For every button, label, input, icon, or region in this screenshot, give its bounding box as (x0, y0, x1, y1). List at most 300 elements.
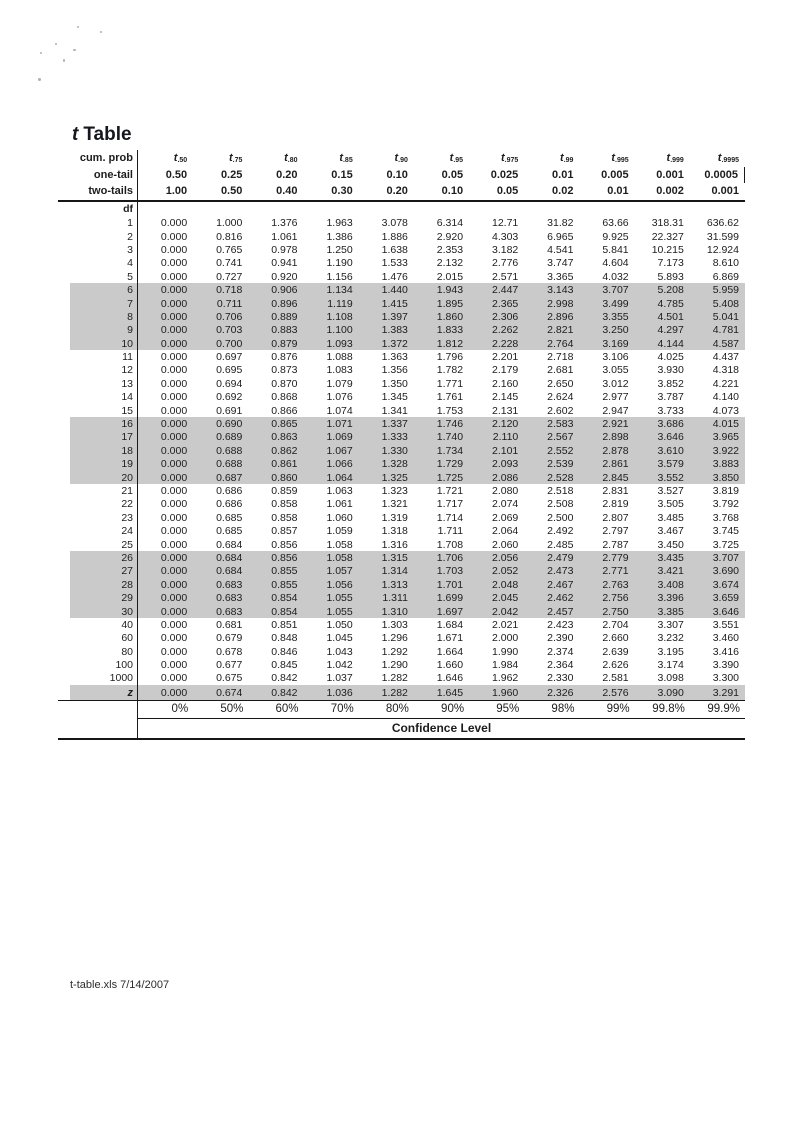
df-cell: 1000 (70, 672, 138, 685)
t-value-cell: 2.845 (602, 471, 629, 484)
t-value-cell: 2.015 (436, 270, 464, 283)
row-values (138, 377, 745, 390)
t-value-cell: 0.684 (216, 538, 243, 551)
t-value-cell: 0.694 (216, 377, 243, 390)
table-row (70, 551, 745, 564)
t-value-cell: 1.740 (436, 431, 464, 444)
t-value-cell: 1.440 (381, 284, 408, 297)
confidence-percent-cell: 50% (220, 703, 244, 716)
cum-prob-label: cum. prob (70, 150, 138, 167)
t-value-cell: 1.833 (436, 324, 464, 337)
t-value-cell: 3.725 (712, 538, 739, 551)
df-cell: 24 (70, 524, 138, 537)
t-value-cell: 5.841 (602, 243, 629, 256)
t-value-cell: 3.300 (712, 672, 739, 685)
t-value-cell: 1.330 (381, 444, 408, 457)
t-value-cell: 0.000 (160, 618, 188, 631)
row-values (138, 270, 745, 283)
t-value-cell: 3.930 (657, 364, 684, 377)
t-value-cell: 0.000 (160, 230, 188, 243)
z-value-cell: 1.036 (326, 686, 353, 699)
t-value-cell: 1.337 (381, 418, 408, 431)
t-value-cell: 1.699 (436, 592, 464, 605)
t-distribution-table (70, 150, 745, 740)
t-value-cell: 0.870 (271, 377, 298, 390)
df-cell: 2 (70, 230, 138, 243)
t-value-cell: 0.855 (271, 578, 298, 591)
two-tails-row (70, 183, 745, 200)
row-values (138, 391, 745, 404)
t-value-cell: 2.756 (602, 592, 629, 605)
t-value-cell: 2.093 (491, 458, 519, 471)
row-values (138, 257, 745, 270)
z-value-cell: 2.576 (602, 686, 629, 699)
t-value-cell: 2.064 (491, 525, 519, 538)
df-cell: 19 (70, 458, 138, 471)
z-value-cell: 3.090 (657, 686, 684, 699)
t-value-cell: 1.190 (326, 257, 353, 270)
t-value-cell: 3.250 (602, 324, 629, 337)
t-value-cell: 1.119 (327, 297, 353, 310)
t-value-cell: 1.706 (436, 551, 464, 564)
t-value-cell: 1.061 (271, 230, 298, 243)
one-tail-value: 0.25 (220, 168, 243, 181)
t-column-header: t $_{.9995}$ (717, 152, 739, 165)
footer-text: t-table.xls 7/14/2007 (70, 979, 170, 991)
t-value-cell: 0.675 (216, 672, 243, 685)
confidence-percent-cell: 90% (441, 703, 465, 716)
t-value-cell: 1.714 (436, 511, 464, 524)
table-row (70, 431, 745, 444)
t-value-cell: 0.700 (216, 337, 243, 350)
t-value-cell: 1.314 (381, 565, 408, 578)
t-value-cell: 2.660 (602, 632, 629, 645)
table-row (70, 645, 745, 658)
t-value-cell: 1.771 (436, 377, 464, 390)
df-cell: 100 (70, 658, 138, 671)
t-value-cell: 3.965 (712, 431, 739, 444)
t-value-cell: 2.042 (491, 605, 519, 618)
one-tail-label: one-tail (70, 167, 138, 184)
table-row (70, 605, 745, 618)
df-cell: 40 (70, 618, 138, 631)
z-value-cell: 1.960 (491, 686, 519, 699)
t-value-cell: 3.169 (602, 337, 629, 350)
t-value-cell: 0.685 (216, 525, 243, 538)
t-value-cell: 3.551 (712, 618, 739, 631)
t-value-cell: 0.741 (216, 257, 243, 270)
t-value-cell: 1.761 (436, 391, 464, 404)
t-value-cell: 0.876 (271, 351, 298, 364)
df-row-spacer (138, 202, 745, 217)
t-value-cell: 0.000 (160, 605, 188, 618)
t-value-cell: 6.965 (547, 230, 574, 243)
t-value-cell: 3.610 (657, 444, 684, 457)
t-value-cell: 1.108 (326, 310, 353, 323)
t-value-cell: 0.727 (216, 270, 243, 283)
t-value-cell: 1.074 (326, 404, 353, 417)
df-cell: 26 (70, 551, 138, 564)
t-value-cell: 3.467 (657, 525, 684, 538)
t-value-cell: 1.895 (436, 297, 464, 310)
t-value-cell: 0.718 (216, 284, 243, 297)
t-value-cell: 63.66 (602, 217, 629, 230)
t-value-cell: 0.000 (160, 217, 188, 230)
t-value-cell: 1.356 (381, 364, 408, 377)
row-values (138, 672, 745, 685)
t-value-cell: 2.528 (547, 471, 574, 484)
confidence-percent-cell: 95% (496, 703, 520, 716)
percent-row (70, 701, 745, 719)
t-value-cell: 1.660 (436, 659, 464, 672)
t-value-cell: 1.058 (326, 551, 353, 564)
two-tails-value: 0.30 (331, 185, 353, 198)
t-value-cell: 2.069 (491, 511, 519, 524)
t-value-cell: 0.000 (160, 525, 188, 538)
row-values (138, 350, 745, 363)
table-row (70, 484, 745, 497)
row-values (138, 498, 745, 511)
t-value-cell: 1.319 (381, 511, 408, 524)
t-value-cell: 4.587 (712, 337, 739, 350)
t-value-cell: 0.868 (271, 391, 298, 404)
confidence-percent-cell: 98% (551, 703, 575, 716)
t-value-cell: 2.518 (547, 485, 574, 497)
t-value-cell: 2.457 (547, 605, 574, 618)
confidence-percent-cell: 99.9% (707, 703, 740, 716)
t-column-headers (138, 150, 745, 167)
t-value-cell: 2.145 (491, 391, 519, 404)
table-body (70, 217, 745, 686)
t-value-cell: 3.733 (657, 404, 684, 417)
one-tail-row (70, 167, 745, 184)
confidence-percent-cell: 80% (385, 703, 409, 716)
table-row (70, 310, 745, 323)
t-value-cell: 3.686 (657, 418, 684, 431)
z-value-cell: 0.842 (271, 686, 298, 699)
t-value-cell: 2.447 (491, 284, 519, 297)
df-cell: 11 (70, 350, 138, 363)
table-row (70, 511, 745, 524)
t-value-cell: 3.579 (657, 458, 684, 471)
two-tails-value: 1.00 (165, 185, 188, 198)
t-value-cell: 2.080 (491, 485, 519, 497)
t-value-cell: 5.893 (657, 270, 684, 283)
t-value-cell: 1.310 (381, 605, 408, 618)
row-values (138, 551, 745, 564)
t-value-cell: 2.306 (491, 310, 519, 323)
t-value-cell: 2.921 (602, 418, 629, 431)
t-value-cell: 2.021 (491, 618, 519, 631)
two-tails-value: 0.01 (607, 185, 629, 198)
t-value-cell: 1.701 (436, 578, 464, 591)
t-value-cell: 1.083 (326, 364, 353, 377)
one-tail-value: 0.025 (490, 168, 519, 181)
t-value-cell: 1.684 (436, 618, 464, 631)
t-value-cell: 0.000 (160, 310, 188, 323)
t-value-cell: 1.071 (326, 418, 353, 431)
t-value-cell: 0.906 (271, 284, 298, 297)
t-value-cell: 3.396 (657, 592, 684, 605)
t-value-cell: 0.000 (160, 458, 188, 471)
t-value-cell: 0.000 (160, 243, 188, 256)
t-value-cell: 2.581 (602, 672, 629, 685)
table-row (70, 565, 745, 578)
t-column-header: t $_{.85}$ (339, 152, 353, 165)
one-tail-values (138, 167, 745, 184)
t-value-cell: 1.341 (381, 404, 408, 417)
t-value-cell: 0.920 (271, 270, 298, 283)
z-value-cell: 1.282 (381, 686, 408, 699)
t-value-cell: 4.781 (712, 324, 739, 337)
t-value-cell: 1.321 (381, 498, 408, 511)
t-value-cell: 2.048 (491, 578, 519, 591)
table-row (70, 230, 745, 243)
t-value-cell: 3.307 (657, 618, 684, 631)
t-value-cell: 2.228 (491, 337, 519, 350)
confidence-row (70, 719, 745, 738)
row-values (138, 297, 745, 310)
t-value-cell: 2.861 (602, 458, 629, 471)
df-cell: 20 (70, 471, 138, 484)
two-tails-values (138, 183, 745, 200)
t-value-cell: 2.639 (602, 645, 629, 658)
z-value-cell: 1.645 (436, 686, 464, 699)
t-value-cell: 0.695 (216, 364, 243, 377)
t-value-cell: 2.201 (491, 351, 519, 364)
confidence-percent-cell: 0% (171, 703, 189, 716)
t-value-cell: 2.821 (547, 324, 574, 337)
table-row (70, 618, 745, 631)
t-value-cell: 4.785 (657, 297, 684, 310)
t-value-cell: 1.664 (436, 645, 464, 658)
t-value-cell: 1.363 (381, 351, 408, 364)
t-value-cell: 3.416 (712, 645, 739, 658)
row-values (138, 538, 745, 551)
t-value-cell: 6.869 (712, 270, 739, 283)
t-value-cell: 1.729 (436, 458, 464, 471)
t-value-cell: 2.110 (492, 431, 519, 444)
one-tail-value: 0.50 (165, 168, 188, 181)
df-cell: 1 (70, 217, 138, 230)
t-value-cell: 1.860 (436, 310, 464, 323)
t-value-cell: 0.000 (160, 578, 188, 591)
row-values (138, 618, 745, 631)
table-row (70, 591, 745, 604)
t-value-cell: 1.703 (436, 565, 464, 578)
t-value-cell: 0.842 (271, 672, 298, 685)
t-value-cell: 3.195 (657, 645, 684, 658)
t-value-cell: 0.000 (160, 471, 188, 484)
table-row (70, 364, 745, 377)
t-value-cell: 1.697 (436, 605, 464, 618)
t-value-cell: 2.947 (602, 404, 629, 417)
t-value-cell: 1.721 (436, 485, 464, 497)
t-value-cell: 2.920 (436, 230, 464, 243)
t-value-cell: 10.215 (651, 243, 684, 256)
z-value-cell: 3.291 (712, 686, 739, 699)
t-value-cell: 1.734 (436, 444, 464, 457)
t-value-cell: 3.505 (657, 498, 684, 511)
scan-speckle (100, 31, 102, 33)
df-cell: 14 (70, 391, 138, 404)
t-value-cell: 1.415 (381, 297, 408, 310)
t-value-cell: 1.042 (326, 659, 353, 672)
t-value-cell: 2.831 (602, 485, 629, 497)
t-value-cell: 3.355 (602, 310, 629, 323)
t-value-cell: 2.764 (547, 337, 574, 350)
df-cell: 12 (70, 364, 138, 377)
t-value-cell: 2.797 (602, 525, 629, 538)
df-cell: 23 (70, 511, 138, 524)
t-value-cell: 2.771 (602, 565, 629, 578)
row-values (138, 364, 745, 377)
t-value-cell: 0.000 (160, 659, 188, 672)
t-value-cell: 2.485 (547, 538, 574, 551)
t-value-cell: 1.476 (381, 270, 408, 283)
z-value-cell: 2.326 (547, 686, 574, 699)
row-values (138, 511, 745, 524)
df-cell: 80 (70, 645, 138, 658)
scan-speckle (40, 52, 42, 54)
t-value-cell: 0.000 (160, 404, 188, 417)
t-value-cell: 0.683 (216, 592, 243, 605)
t-column-header: t $_{.90}$ (394, 152, 408, 165)
t-value-cell: 2.787 (602, 538, 629, 551)
t-value-cell: 1.066 (326, 458, 353, 471)
t-value-cell: 2.998 (547, 297, 574, 310)
t-value-cell: 3.850 (712, 471, 739, 484)
t-value-cell: 2.000 (491, 632, 519, 645)
t-value-cell: 3.922 (712, 444, 739, 457)
t-value-cell: 1.386 (326, 230, 353, 243)
t-value-cell: 2.462 (547, 592, 574, 605)
t-value-cell: 1.984 (491, 659, 519, 672)
t-value-cell: 1.100 (326, 324, 353, 337)
t-value-cell: 2.131 (491, 404, 519, 417)
table-row (70, 270, 745, 283)
t-value-cell: 0.677 (216, 659, 243, 672)
table-row (70, 471, 745, 484)
t-value-cell: 3.745 (712, 525, 739, 538)
t-value-cell: 1.088 (326, 351, 353, 364)
one-tail-value: 0.01 (552, 168, 574, 181)
t-value-cell: 1.000 (216, 217, 243, 230)
t-value-cell: 0.889 (271, 310, 298, 323)
t-value-cell: 2.492 (547, 525, 574, 538)
t-value-cell: 0.000 (160, 257, 188, 270)
table-row (70, 350, 745, 363)
table-row (70, 324, 745, 337)
t-value-cell: 2.365 (491, 297, 519, 310)
t-column-header: t $_{.75}$ (228, 152, 243, 165)
t-value-cell: 0.000 (160, 377, 188, 390)
t-value-cell: 2.467 (547, 578, 574, 591)
t-value-cell: 22.327 (651, 230, 684, 243)
t-value-cell: 3.365 (547, 270, 574, 283)
t-value-cell: 2.878 (602, 444, 629, 457)
t-value-cell: 0.697 (216, 351, 243, 364)
t-value-cell: 0.686 (216, 485, 243, 497)
t-value-cell: 2.500 (547, 511, 574, 524)
df-cell: 6 (70, 283, 138, 296)
t-value-cell: 1.060 (326, 511, 353, 524)
table-row (70, 658, 745, 671)
t-value-cell: 2.763 (602, 578, 629, 591)
row-values (138, 310, 745, 323)
t-value-cell: 1.671 (436, 632, 464, 645)
t-value-cell: 2.086 (491, 471, 519, 484)
bottom-rule (58, 738, 745, 740)
t-value-cell: 0.860 (271, 471, 298, 484)
t-value-cell: 0.848 (271, 632, 298, 645)
row-values (138, 324, 745, 337)
t-value-cell: 3.421 (657, 565, 684, 578)
confidence-percent-cell: 99.8% (652, 703, 685, 716)
row-values (138, 337, 745, 350)
t-value-cell: 1.533 (381, 257, 408, 270)
t-value-cell: 4.318 (712, 364, 739, 377)
t-value-cell: 0.706 (216, 310, 243, 323)
table-row (70, 458, 745, 471)
t-value-cell: 2.567 (547, 431, 574, 444)
t-column-header: t $_{.995}$ (611, 152, 629, 165)
t-value-cell: 4.303 (491, 230, 519, 243)
t-value-cell: 2.704 (602, 618, 629, 631)
t-value-cell: 0.000 (160, 364, 188, 377)
two-tails-value: 0.001 (711, 185, 739, 198)
row-values (138, 444, 745, 457)
t-value-cell: 4.140 (712, 391, 739, 404)
table-row (70, 243, 745, 256)
t-value-cell: 1.711 (437, 525, 464, 538)
t-value-cell: 0.679 (216, 632, 243, 645)
t-value-cell: 4.297 (657, 324, 684, 337)
t-value-cell: 0.865 (271, 418, 298, 431)
df-cell: 7 (70, 297, 138, 310)
t-value-cell: 1.717 (436, 498, 464, 511)
row-values (138, 458, 745, 471)
t-value-cell: 0.866 (271, 404, 298, 417)
table-row (70, 217, 745, 230)
t-value-cell: 1.962 (491, 672, 519, 685)
t-value-cell: 3.552 (657, 471, 684, 484)
t-value-cell: 3.078 (381, 217, 408, 230)
t-value-cell: 3.787 (657, 391, 684, 404)
t-value-cell: 636.62 (706, 217, 739, 230)
t-value-cell: 0.687 (216, 471, 243, 484)
t-value-cell: 1.055 (326, 605, 353, 618)
t-value-cell: 1.812 (436, 337, 464, 350)
t-value-cell: 1.376 (271, 217, 298, 230)
row-values (138, 578, 745, 591)
t-value-cell: 1.056 (326, 578, 353, 591)
t-value-cell: 0.851 (271, 618, 298, 631)
table-row (70, 297, 745, 310)
t-value-cell: 1.313 (381, 578, 408, 591)
t-value-cell: 0.000 (160, 444, 188, 457)
t-value-cell: 0.688 (216, 458, 243, 471)
two-tails-value: 0.10 (441, 185, 464, 198)
t-value-cell: 1.067 (326, 444, 353, 457)
t-value-cell: 1.708 (436, 538, 464, 551)
one-tail-value: 0.001 (656, 168, 684, 181)
t-value-cell: 1.292 (381, 645, 408, 658)
confidence-percent-cell: 60% (275, 703, 299, 716)
t-value-cell: 2.132 (436, 257, 464, 270)
t-value-cell: 3.707 (712, 551, 739, 564)
t-value-cell: 2.898 (602, 431, 629, 444)
